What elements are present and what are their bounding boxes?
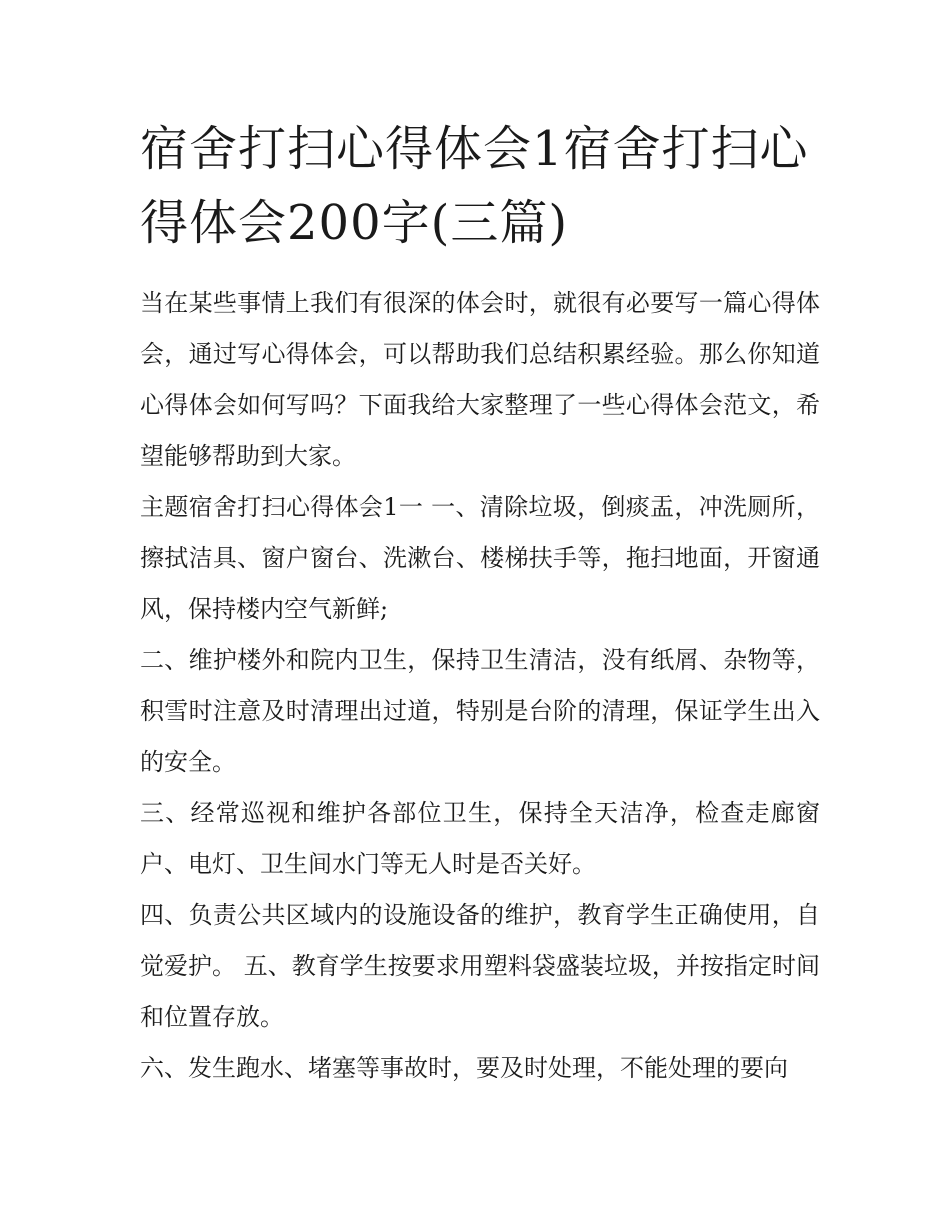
paragraph-item-4-5: 四、负责公共区域内的设施设备的维护，教育学生正确使用，自觉爱护。 五、教育学生按要求用塑料袋盛装垃圾，并按指定时间和位置存放。: [140, 901, 820, 1031]
document-title: 宿舍打扫心得体会1宿舍打扫心得体会200字(三篇): [140, 121, 809, 251]
paragraph-item-2: 二、维护楼外和院内卫生，保持卫生清洁，没有纸屑、杂物等，积雪时注意及时清理出过道，特别是台阶的清理，保证学生出入的安全。: [140, 646, 820, 776]
paragraph-intro: 当在某些事情上我们有很深的体会时，就很有必要写一篇心得体会，通过写心得体会，可以帮助我们总结积累经验。那么你知道心得体会如何写吗？下面我给大家整理了一些心得体会范文，希望能够帮助到大家。: [140, 289, 820, 470]
paragraph-item-6: 六、发生跑水、堵塞等事故时，要及时处理，不能处理的要向: [140, 1054, 788, 1082]
paragraph-item-3: 三、经常巡视和维护各部位卫生，保持全天洁净，检查走廊窗户、电灯、卫生间水门等无人时是否关好。: [140, 799, 820, 878]
paragraph-item-1: 主题宿舍打扫心得体会1一 一、清除垃圾，倒痰盂，冲洗厕所，擦拭洁具、窗户窗台、洗漱台、楼梯扶手等，拖扫地面，开窗通风，保持楼内空气新鲜;: [140, 493, 820, 623]
document-body: [140, 112, 820, 1094]
